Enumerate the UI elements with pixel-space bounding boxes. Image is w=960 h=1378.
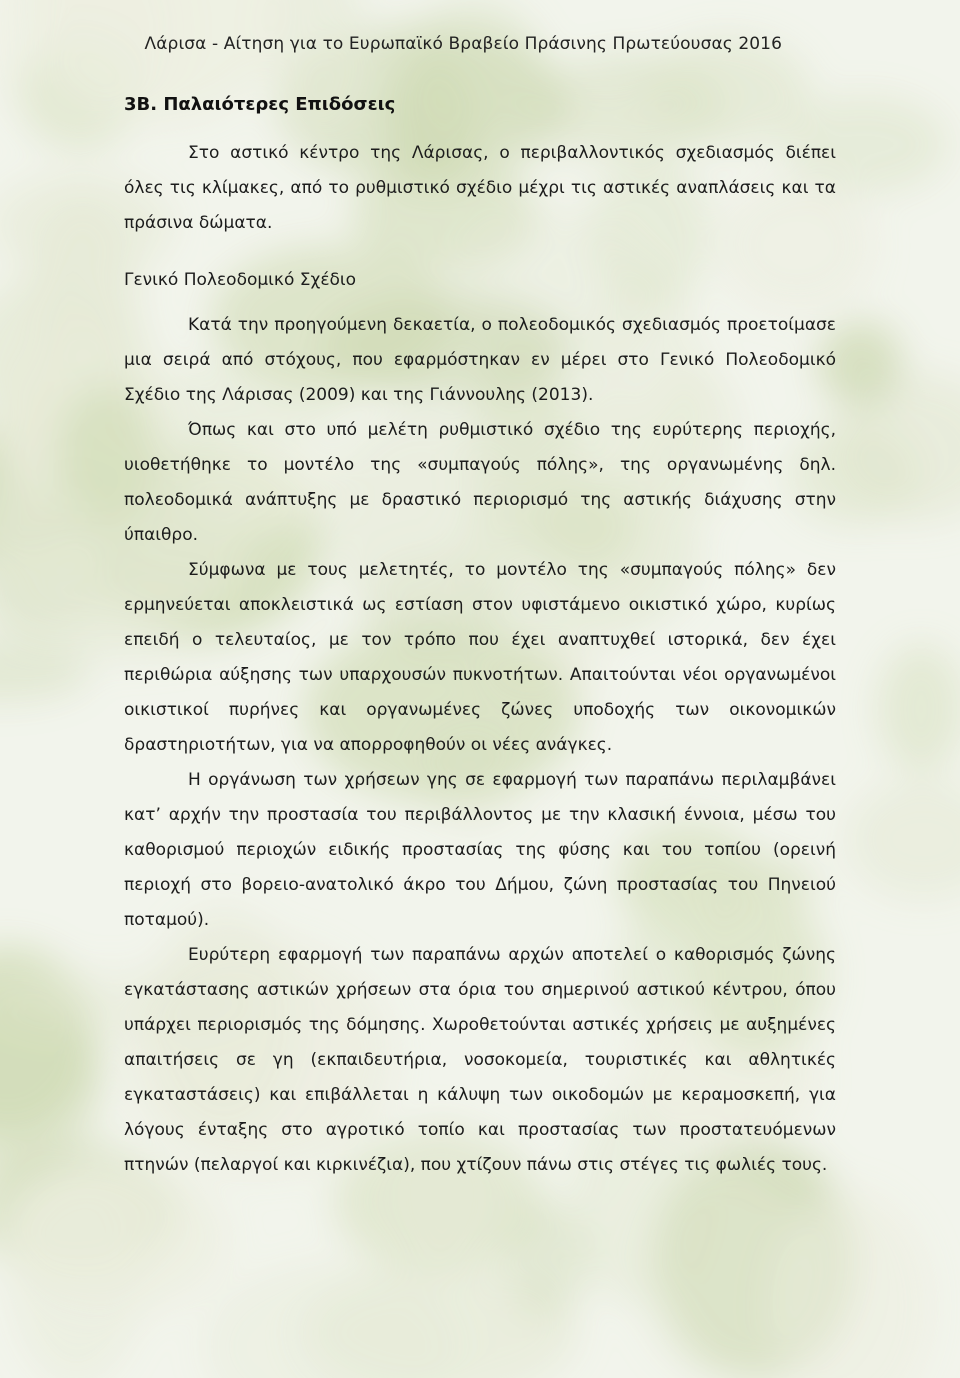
section-heading: 3Β. Παλαιότερες Επιδόσεις (124, 94, 396, 115)
spacer (124, 241, 836, 263)
body-paragraph: Ευρύτερη εφαρμογή των παραπάνω αρχών αποτελεί ο καθορισμός ζώνης εγκατάστασης αστικών χρήσεων στα όρια του σημερινού αστικού κέντρου, όπου υπάρχει περιορισμός της δόμησης. Χωροθετούνται αστικές χρήσεις με αυξημένες απαιτήσεις σε γη (εκπαιδευτήρια, νοσοκομεία, τουριστικές και αθλητικές εγκαταστάσεις) και επιβάλλεται η κάλυψη των οικοδομών με κεραμοσκεπή, για λόγους ένταξης στο αγροτικό τοπίο και προστασίας των προστατευόμενων πτηνών (πελαργοί και κιρκινέζια), που χτίζουν πάνω στις στέγες τις φωλιές τους. (124, 945, 836, 1175)
body-paragraph: Όπως και στο υπό μελέτη ρυθμιστικό σχέδιο της ευρύτερης περιοχής, υιοθετήθηκε το μοντέλο της «συμπαγούς πόλης», της οργανωμένης δηλ. πολεοδομικά ανάπτυξης με δραστικό περιορισμό της αστικής διάχυσης στην ύπαιθρο. (124, 420, 836, 545)
intro-paragraph: Στο αστικό κέντρο της Λάρισας, ο περιβαλλοντικός σχεδιασμός διέπει όλες τις κλίμακες, από το ρυθμιστικό σχέδιο μέχρι τις αστικές αναπλάσεις και τα πράσινα δώματα. (124, 143, 836, 233)
body-paragraph: Κατά την προηγούμενη δεκαετία, ο πολεοδομικός σχεδιασμός προετοίμασε μια σειρά από στόχους, που εφαρμόστηκαν εν μέρει στο Γενικό Πολεοδομικό Σχέδιο της Λάρισας (2009) και της Γιάννουλης (2013). (124, 315, 836, 405)
body-paragraph: Η οργάνωση των χρήσεων γης σε εφαρμογή των παραπάνω περιλαμβάνει κατ’ αρχήν την προστασία του περιβάλλοντος με την κλασική έννοια, μέσω του καθορισμού περιοχών ειδικής προστασίας της φύσης και του τοπίου (ορεινή περιοχή στο βορειο-ανατολικό άκρο του Δήμου, ζώνη προστασίας του Πηνειού ποταμού). (124, 770, 836, 930)
document-body (124, 92, 836, 1183)
body-paragraph: Σύμφωνα με τους μελετητές, το μοντέλο της «συμπαγούς πόλης» δεν ερμηνεύεται αποκλειστικά ως εστίαση στον υφιστάμενο οικιστικό χώρο, κυρίως επειδή ο τελευταίος, με τον τρόπο που έχει αναπτυχθεί ιστορικά, δεν έχει περιθώρια αύξησης των υπαρχουσών πυκνοτήτων. Απαιτούνται νέοι οργανωμένοι οικιστικοί πυρήνες και οργανωμένες ζώνες υποδοχής των οικονομικών δραστηριοτήτων, για να απορροφηθούν οι νέες ανάγκες. (124, 560, 836, 755)
subsection-heading: Γενικό Πολεοδομικό Σχέδιο (124, 270, 357, 290)
running-header: Λάρισα - Αίτηση για το Ευρωπαϊκό Βραβείο Πράσινης Πρωτεύουσας 2016 (144, 34, 782, 54)
